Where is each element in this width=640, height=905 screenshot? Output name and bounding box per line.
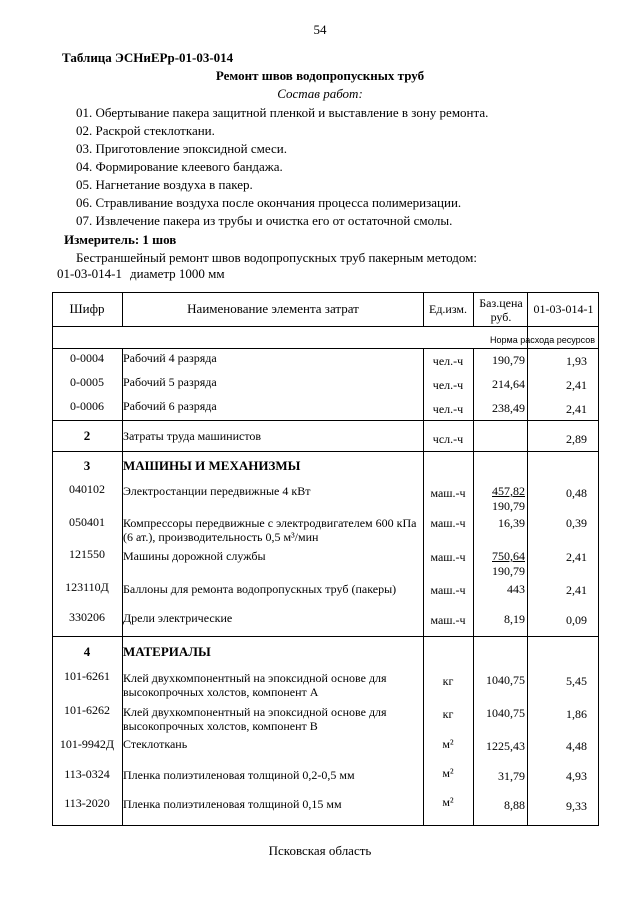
row-name: Рабочий 6 разряда bbox=[123, 399, 217, 413]
variant-description: диаметр 1000 мм bbox=[130, 266, 225, 281]
row-norm: 2,41 bbox=[566, 550, 587, 564]
row-unit: м² bbox=[442, 795, 454, 809]
row-name: Дрели электрические bbox=[123, 611, 233, 625]
section-title: Ремонт швов водопропускных труб bbox=[215, 68, 425, 83]
row-name: Компрессоры передвижные с электродвигателем 600 кПа (6 ат.), производительность 0,5 м³/мин bbox=[123, 516, 417, 544]
header-code: Шифр bbox=[69, 301, 105, 316]
work-item: 04. Формирование клеевого бандажа. bbox=[76, 159, 283, 174]
norm-caption: Норма расхода ресурсов bbox=[490, 335, 595, 345]
row-norm: 1,86 bbox=[566, 707, 587, 721]
section-number: 3 bbox=[83, 458, 91, 473]
row-name: Клей двухкомпонентный на эпоксидной основе для высокопрочных холстов, компонент А bbox=[123, 671, 387, 699]
work-description: Бестраншейный ремонт швов водопропускных труб пакерным методом: bbox=[76, 250, 477, 265]
row-price: 443 bbox=[507, 582, 525, 596]
row-code: 101-9942Д bbox=[59, 737, 115, 751]
row-code: 050401 bbox=[69, 515, 105, 529]
row-price: 457,82 bbox=[492, 484, 525, 498]
row-name: Клей двухкомпонентный на эпоксидной основе для высокопрочных холстов, компонент В bbox=[123, 705, 387, 733]
row-code: 101-6261 bbox=[64, 669, 110, 683]
row-norm: 4,93 bbox=[566, 769, 587, 783]
row-unit: маш.-ч bbox=[430, 486, 466, 500]
row-code: 040102 bbox=[69, 482, 105, 496]
row-code: 113-0324 bbox=[64, 767, 110, 781]
section-heading-machines: МАШИНЫ И МЕХАНИЗМЫ bbox=[123, 458, 301, 473]
row-unit: м² bbox=[442, 737, 454, 751]
row-price: 1040,75 bbox=[486, 706, 525, 720]
section-number: 4 bbox=[83, 644, 91, 659]
measure-unit: Измеритель: 1 шов bbox=[64, 232, 177, 247]
row-norm: 0,39 bbox=[566, 516, 587, 530]
row-unit: маш.-ч bbox=[430, 550, 466, 564]
row-norm: 4,48 bbox=[566, 739, 587, 753]
row-name: Рабочий 5 разряда bbox=[123, 375, 217, 389]
row-name: Машины дорожной службы bbox=[123, 549, 266, 563]
work-item: 05. Нагнетание воздуха в пакер. bbox=[76, 177, 253, 192]
row-norm: 2,41 bbox=[566, 583, 587, 597]
row-price: 190,79 bbox=[492, 353, 525, 367]
row-price-secondary: 190,79 bbox=[492, 499, 525, 513]
row-unit: маш.-ч bbox=[430, 583, 466, 597]
header-price: Баз.цена руб. bbox=[479, 296, 523, 324]
work-item: 01. Обертывание пакера защитной пленкой и выставление в зону ремонта. bbox=[76, 105, 489, 120]
row-name: Электростанции передвижные 4 кВт bbox=[123, 484, 311, 498]
row-norm: 2,89 bbox=[566, 432, 587, 446]
row-unit: кг bbox=[442, 674, 454, 688]
work-item: 03. Приготовление эпоксидной смеси. bbox=[76, 141, 287, 156]
row-name: Баллоны для ремонта водопропускных труб (пакеры) bbox=[123, 582, 397, 596]
row-unit: чел.-ч bbox=[432, 402, 464, 416]
row-price: 750,64 bbox=[492, 549, 525, 563]
work-composition-heading: Состав работ: bbox=[277, 86, 363, 101]
row-unit: чсл.-ч bbox=[432, 432, 464, 446]
row-price: 8,88 bbox=[504, 798, 525, 812]
row-code: 121550 bbox=[69, 547, 105, 561]
work-item: 02. Раскрой стеклоткани. bbox=[76, 123, 215, 138]
table-code: Таблица ЭСНиЕРр-01-03-014 bbox=[62, 50, 234, 65]
header-norm: 01-03-014-1 bbox=[533, 302, 594, 316]
row-name: Пленка полиэтиленовая толщиной 0,2-0,5 мм bbox=[123, 768, 355, 782]
row-norm: 5,45 bbox=[566, 674, 587, 688]
row-price: 8,19 bbox=[504, 612, 525, 626]
row-norm: 2,41 bbox=[566, 378, 587, 392]
row-code: 123110Д bbox=[65, 580, 109, 594]
row-price: 238,49 bbox=[492, 401, 525, 415]
row-code: 0-0006 bbox=[70, 399, 104, 413]
row-price: 214,64 bbox=[492, 377, 525, 391]
row-unit: маш.-ч bbox=[430, 516, 466, 530]
variant-code: 01-03-014-1 bbox=[57, 266, 122, 281]
row-code: 113-2020 bbox=[64, 796, 110, 810]
row-norm: 0,48 bbox=[566, 486, 587, 500]
row-price-secondary: 190,79 bbox=[492, 564, 525, 578]
row-code: 0-0004 bbox=[70, 351, 104, 365]
row-name: Рабочий 4 разряда bbox=[123, 351, 217, 365]
row-price: 16,39 bbox=[498, 516, 525, 530]
row-norm: 0,09 bbox=[566, 613, 587, 627]
work-item: 06. Стравливание воздуха после окончания процесса полимеризации. bbox=[76, 195, 462, 210]
section-heading-materials: МАТЕРИАЛЫ bbox=[123, 644, 211, 659]
header-name: Наименование элемента затрат bbox=[187, 301, 359, 316]
row-unit: чел.-ч bbox=[432, 354, 464, 368]
row-norm: 2,41 bbox=[566, 402, 587, 416]
row-price: 1040,75 bbox=[486, 673, 525, 687]
row-unit: кг bbox=[442, 707, 454, 721]
row-name: Затраты труда машинистов bbox=[123, 429, 262, 443]
row-unit: маш.-ч bbox=[430, 613, 466, 627]
row-code: 2 bbox=[83, 428, 91, 443]
page-number: 54 bbox=[313, 22, 327, 37]
work-item: 07. Извлечение пакера из трубы и очистка его от остаточной смолы. bbox=[76, 213, 453, 228]
row-norm: 1,93 bbox=[566, 354, 587, 368]
row-unit: чел.-ч bbox=[432, 378, 464, 392]
row-price: 1225,43 bbox=[486, 739, 525, 753]
row-name: Стеклоткань bbox=[123, 737, 188, 751]
footer-region: Псковская область bbox=[268, 843, 372, 858]
row-norm: 9,33 bbox=[566, 799, 587, 813]
row-code: 101-6262 bbox=[64, 703, 110, 717]
row-price: 31,79 bbox=[498, 769, 525, 783]
row-code: 0-0005 bbox=[70, 375, 104, 389]
header-unit: Ед.изм. bbox=[428, 302, 468, 316]
row-unit: м² bbox=[442, 766, 454, 780]
row-name: Пленка полиэтиленовая толщиной 0,15 мм bbox=[123, 797, 342, 811]
row-code: 330206 bbox=[69, 610, 105, 624]
